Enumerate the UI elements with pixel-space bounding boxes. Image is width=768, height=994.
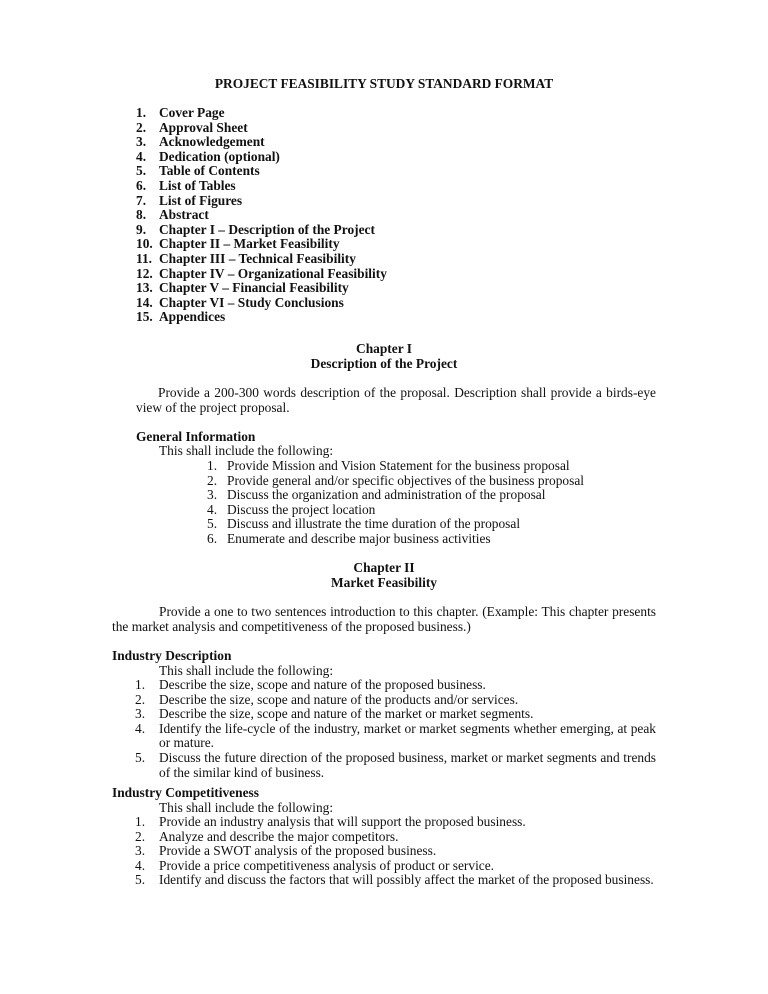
general-info-list bbox=[207, 459, 667, 547]
list-item-number: 5. bbox=[135, 872, 146, 888]
list-item-text: Provide general and/or specific objectives of the business proposal bbox=[227, 472, 584, 488]
list-item bbox=[135, 873, 656, 888]
list-item bbox=[135, 830, 656, 845]
list-item-text: Identify the life-cycle of the industry, market or market segments whether emerging, at peak or mature. bbox=[159, 720, 656, 751]
list-item-text: Provide a SWOT analysis of the proposed business. bbox=[159, 843, 437, 859]
toc-item bbox=[136, 164, 387, 179]
toc-item bbox=[136, 281, 387, 296]
chapter2-heading: Chapter II bbox=[353, 560, 415, 575]
list-item-number: 1. bbox=[207, 458, 218, 473]
toc-item-number: 8. bbox=[136, 207, 147, 223]
toc-item-number: 15. bbox=[136, 309, 153, 325]
industry-competitiveness-lead: This shall include the following: bbox=[159, 800, 334, 815]
toc-item-number: 2. bbox=[136, 119, 147, 135]
list-item bbox=[135, 751, 656, 780]
list-item-number: 5. bbox=[207, 516, 218, 532]
general-info-heading: General Information bbox=[136, 429, 256, 444]
toc-item-number: 5. bbox=[136, 163, 147, 179]
list-item-number: 1. bbox=[135, 814, 146, 829]
list-item-text: Discuss the organization and administration of the proposal bbox=[227, 487, 546, 503]
list-item-number: 3. bbox=[135, 843, 146, 859]
toc-item-label: Cover Page bbox=[159, 105, 225, 120]
list-item-number: 2. bbox=[135, 828, 146, 844]
toc-item-number: 13. bbox=[136, 280, 153, 296]
toc-item-number: 3. bbox=[136, 134, 147, 150]
list-item-number: 5. bbox=[135, 749, 146, 765]
toc-item-number: 11. bbox=[136, 250, 152, 266]
toc-item bbox=[136, 252, 387, 267]
toc-item-label: List of Figures bbox=[159, 192, 243, 208]
industry-description-heading: Industry Description bbox=[112, 648, 232, 663]
toc-item bbox=[136, 208, 387, 223]
list-item-number: 2. bbox=[135, 691, 146, 707]
toc-item bbox=[136, 121, 387, 136]
toc-item bbox=[136, 194, 387, 209]
toc-item bbox=[136, 310, 387, 325]
toc-item-label: List of Tables bbox=[159, 177, 236, 193]
list-item-text: Analyze and describe the major competitors. bbox=[159, 828, 399, 844]
toc-item-label: Chapter VI – Study Conclusions bbox=[159, 294, 344, 310]
list-item bbox=[135, 693, 656, 708]
list-item-text: Provide an industry analysis that will support the proposed business. bbox=[159, 814, 526, 829]
industry-description-list bbox=[135, 678, 656, 780]
toc-item-number: 14. bbox=[136, 294, 153, 310]
list-item-text: Provide Mission and Vision Statement for the business proposal bbox=[227, 458, 570, 473]
toc-item-label: Chapter III – Technical Feasibility bbox=[159, 250, 356, 266]
list-item-number: 4. bbox=[135, 857, 146, 873]
toc-item-number: 1. bbox=[136, 105, 147, 120]
list-item-number: 2. bbox=[207, 472, 218, 488]
list-item-text: Describe the size, scope and nature of the market or market segments. bbox=[159, 706, 534, 722]
list-item bbox=[135, 678, 656, 693]
list-item bbox=[207, 474, 667, 489]
list-item-number: 6. bbox=[207, 530, 218, 546]
list-item-number: 1. bbox=[135, 677, 146, 692]
list-item bbox=[207, 517, 667, 532]
list-item-number: 4. bbox=[207, 501, 218, 517]
list-item-text: Enumerate and describe major business activities bbox=[227, 530, 491, 546]
industry-competitiveness-list bbox=[135, 815, 656, 888]
chapter1-heading: Chapter I bbox=[356, 341, 412, 356]
toc-item-label: Chapter V – Financial Feasibility bbox=[159, 280, 349, 296]
list-item-number: 3. bbox=[135, 706, 146, 722]
list-item-text: Discuss the project location bbox=[227, 501, 376, 517]
toc-item-label: Approval Sheet bbox=[159, 119, 248, 135]
toc-item-label: Chapter IV – Organizational Feasibility bbox=[159, 265, 387, 281]
list-item bbox=[135, 815, 656, 830]
general-info-lead: This shall include the following: bbox=[159, 443, 334, 458]
toc-item-label: Dedication (optional) bbox=[159, 148, 280, 164]
toc-item bbox=[136, 296, 387, 311]
list-item-text: Identify and discuss the factors that will possibly affect the market of the proposed business. bbox=[159, 872, 654, 888]
toc-item-number: 4. bbox=[136, 148, 147, 164]
toc-item-label: Chapter II – Market Feasibility bbox=[159, 236, 340, 252]
toc-item-label: Chapter I – Description of the Project bbox=[159, 221, 375, 237]
toc-item bbox=[136, 150, 387, 165]
toc-item-number: 6. bbox=[136, 177, 147, 193]
list-item-text: Describe the size, scope and nature of the proposed business. bbox=[159, 677, 486, 692]
toc-item-label: Appendices bbox=[159, 309, 226, 325]
list-item bbox=[207, 532, 667, 547]
chapter2-subheading: Market Feasibility bbox=[331, 575, 437, 590]
chapter2-intro: Provide a one to two sentences introduction to this chapter. (Example: This chapter presents the market analysis and competitiveness of the proposed business.) bbox=[112, 604, 656, 634]
toc-list bbox=[136, 106, 387, 325]
toc-item-number: 7. bbox=[136, 192, 147, 208]
list-item-text: Discuss the future direction of the proposed business, market or market segments and trends of the similar kind of business. bbox=[159, 749, 656, 780]
list-item-text: Provide a price competitiveness analysis of product or service. bbox=[159, 857, 495, 873]
industry-competitiveness-heading: Industry Competitiveness bbox=[112, 785, 259, 800]
list-item bbox=[207, 459, 667, 474]
toc-item bbox=[136, 223, 387, 238]
chapter1-subheading: Description of the Project bbox=[310, 356, 458, 371]
toc-item-label: Table of Contents bbox=[159, 163, 260, 179]
toc-item-number: 12. bbox=[136, 265, 153, 281]
list-item-text: Discuss and illustrate the time duration of the proposal bbox=[227, 516, 521, 532]
list-item-text: Describe the size, scope and nature of the products and/or services. bbox=[159, 691, 519, 707]
document-title: PROJECT FEASIBILITY STUDY STANDARD FORMAT bbox=[214, 76, 554, 91]
toc-item-label: Acknowledgement bbox=[159, 134, 265, 150]
toc-item bbox=[136, 106, 387, 121]
list-item bbox=[207, 503, 667, 518]
toc-item bbox=[136, 237, 387, 252]
toc-item-number: 10. bbox=[136, 236, 153, 252]
toc-item bbox=[136, 267, 387, 282]
toc-item bbox=[136, 179, 387, 194]
list-item bbox=[135, 707, 656, 722]
list-item bbox=[135, 859, 656, 874]
list-item-number: 3. bbox=[207, 487, 218, 503]
toc-item-label: Abstract bbox=[159, 207, 209, 223]
toc-item bbox=[136, 135, 387, 150]
list-item bbox=[135, 722, 656, 751]
chapter1-intro: Provide a 200-300 words description of the proposal. Description shall provide a birds-eye view of the project proposal. bbox=[136, 385, 656, 415]
toc-item-number: 9. bbox=[136, 221, 147, 237]
list-item bbox=[207, 488, 667, 503]
industry-description-lead: This shall include the following: bbox=[159, 663, 334, 678]
list-item-number: 4. bbox=[135, 720, 146, 736]
list-item bbox=[135, 844, 656, 859]
